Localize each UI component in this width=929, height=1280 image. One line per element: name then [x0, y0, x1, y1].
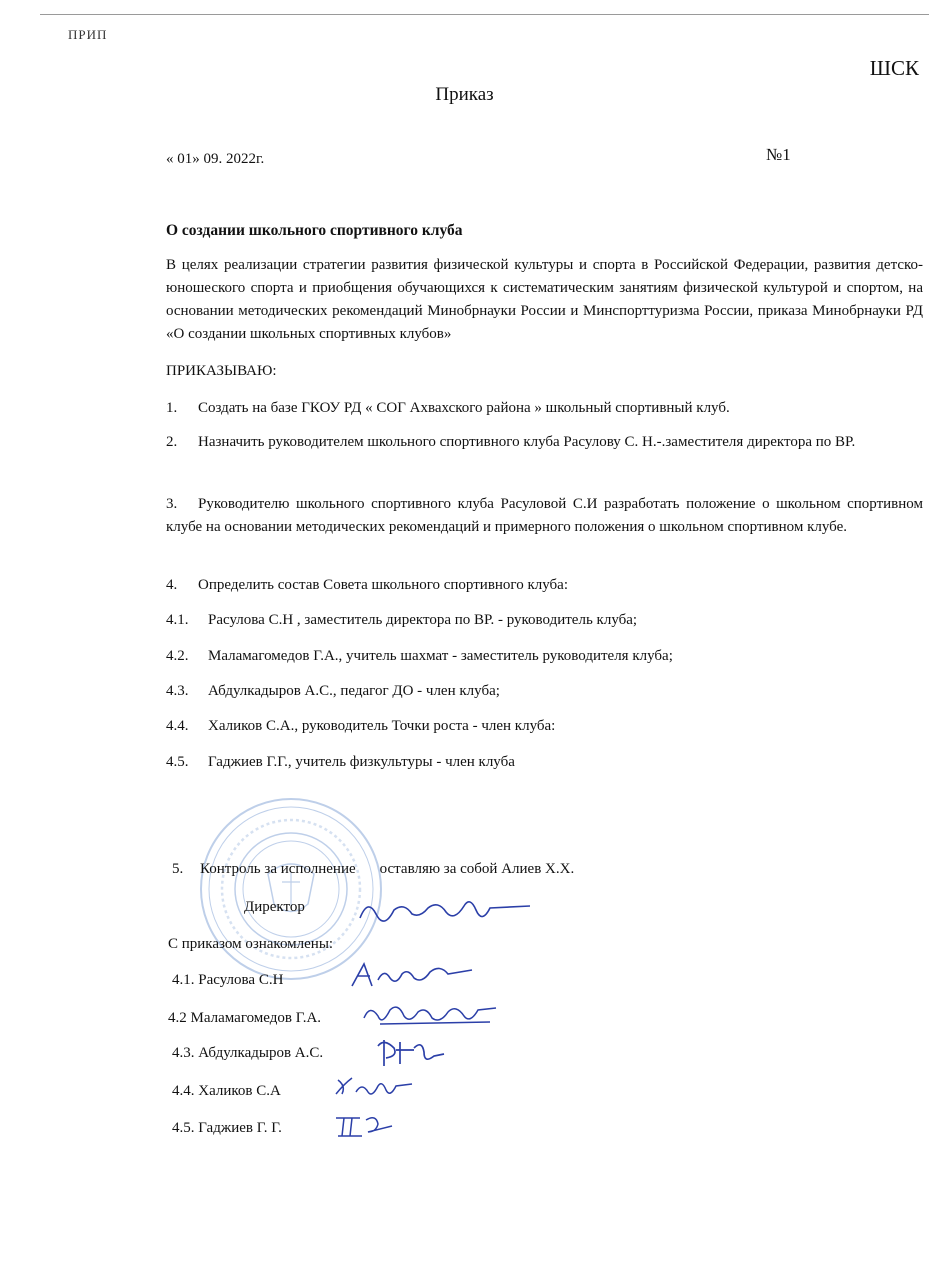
point-text: Создать на базе ГКОУ РД « СОГ Ахвахского района » школьный спортивный клуб. — [198, 400, 730, 416]
member-text: Абдулкадыров А.С., педагог ДО - член клуба; — [208, 683, 500, 699]
order-number: №1 — [766, 145, 791, 164]
signatory-line: 4.4. Халиков С.А — [172, 1083, 281, 1099]
council-member — [166, 751, 923, 774]
member-text: Маламагомедов Г.А., учитель шахмат - заместитель руководителя клуба; — [208, 648, 673, 664]
point-number: 4. — [166, 577, 178, 593]
signatory-line: 4.1. Расулова С.Н — [172, 972, 284, 988]
scan-top-edge-line — [40, 14, 929, 15]
control-text-a: Контроль за исполнение — [200, 861, 356, 877]
control-clause — [172, 861, 574, 878]
council-member — [166, 609, 923, 632]
member-number: 4.5. — [166, 754, 189, 770]
point-number: 1. — [166, 400, 178, 416]
signature-khalikov — [332, 1072, 416, 1102]
council-member — [166, 645, 923, 668]
point-text: Руководителю школьного спортивного клуба Расуловой С.И разработать положение о школьном спортивном клубе на основании методических рекомендаций и примерного положения о школьном спортивном клубе. — [166, 496, 923, 535]
member-number: 4.1. — [166, 612, 189, 628]
point-text: Назначить руководителем школьного спортивного клуба Расулову С. Н.-.заместителя директора по ВР. — [198, 434, 856, 450]
document-title: Приказ — [435, 84, 494, 105]
director-label: Директор — [244, 899, 305, 915]
signature-malamagomedov — [360, 998, 500, 1032]
order-point — [166, 397, 923, 420]
council-member — [166, 715, 923, 738]
signature-rasulova — [348, 958, 476, 992]
familiarized-label: С приказом ознакомлены: — [168, 936, 334, 952]
member-number: 4.3. — [166, 683, 189, 699]
member-text: Расулова С.Н , заместитель директора по ВР. - руководитель клуба; — [208, 612, 638, 628]
order-point — [166, 493, 923, 539]
corner-text-left: ПРИП — [68, 27, 108, 42]
signatory-line: 4.2 Маламагомедов Г.А. — [168, 1010, 322, 1026]
control-text-b: оставляю за собой Алиев Х.Х. — [379, 861, 575, 877]
control-number: 5. — [172, 861, 184, 877]
member-number: 4.2. — [166, 648, 189, 664]
point-number: 2. — [166, 434, 178, 450]
point-text: Определить состав Совета школьного спортивного клуба: — [198, 577, 568, 593]
order-point — [166, 431, 923, 454]
order-point — [166, 574, 923, 597]
member-text: Халиков С.А., руководитель Точки роста - член клуба: — [208, 718, 556, 734]
signatory-line: 4.5. Гаджиев Г. Г. — [172, 1120, 282, 1136]
corner-text-right: ШСК — [869, 56, 919, 80]
point-number: 3. — [166, 496, 178, 512]
director-signature — [354, 888, 534, 932]
order-subject: О создании школьного спортивного клуба — [166, 222, 463, 239]
member-text: Гаджиев Г.Г., учитель физкультуры - член клуба — [208, 754, 515, 770]
member-number: 4.4. — [166, 718, 189, 734]
signature-gadzhiev — [332, 1110, 396, 1140]
signatory-line: 4.3. Абдулкадыров А.С. — [172, 1045, 324, 1061]
preamble-paragraph: В целях реализации стратегии развития физической культуры и спорта в Российской Федерации, развития детско-юношеского спорта и приобщения обучающихся к систематическим занятиям физической культурой и спортом, на основании методических рекомендаций Минобрнауки России и Минспорттуризма России, приказа Минобрнауки РД «О создании школьных спортивных клубов» — [166, 257, 923, 342]
council-member — [166, 680, 923, 703]
signature-abdulkadyrov — [374, 1034, 446, 1070]
order-date: « 01» 09. 2022г. — [166, 151, 265, 167]
order-keyword: ПРИКАЗЫВАЮ: — [166, 363, 277, 379]
